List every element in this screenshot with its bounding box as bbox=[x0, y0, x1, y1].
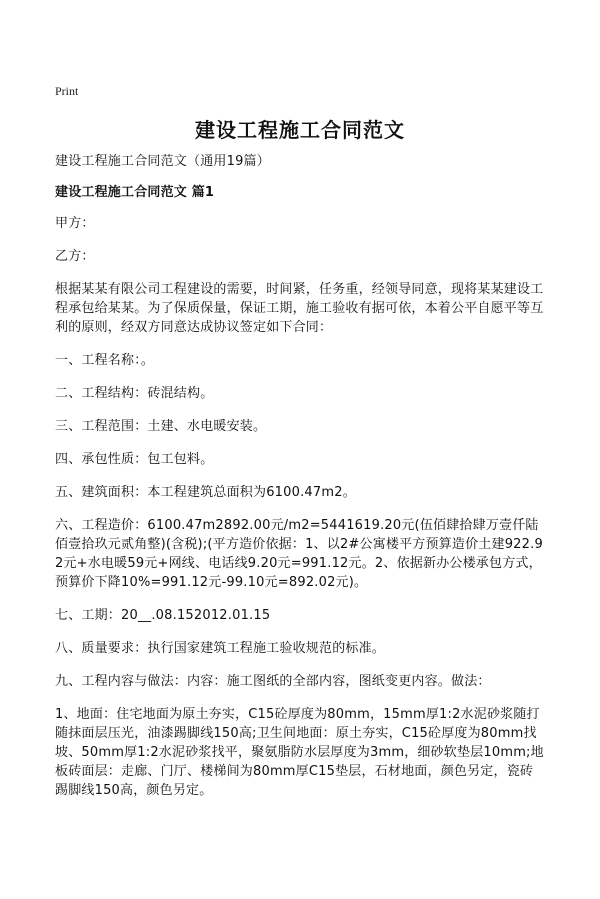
clause-project-name: 一、工程名称：。 bbox=[55, 353, 155, 368]
clause-work-content: 九、工程内容与做法：内容：施工图纸的全部内容，图纸变更内容。做法： bbox=[55, 674, 491, 689]
print-label: Print bbox=[55, 84, 79, 98]
document-body bbox=[55, 152, 545, 814]
section-heading: 建设工程施工合同范文 篇1 bbox=[55, 185, 215, 200]
party-b-line: 乙方： bbox=[55, 249, 95, 264]
clause-contract-type: 四、承包性质：包工包料。 bbox=[55, 452, 214, 467]
clause-scope: 三、工程范围：土建、水电暖安装。 bbox=[55, 419, 267, 434]
document-subtitle: 建设工程施工合同范文（通用19篇） bbox=[55, 154, 270, 169]
clause-schedule: 七、工期：20__.08.152012.01.15 bbox=[55, 608, 271, 623]
clause-cost: 六、工程造价：6100.47m2892.00元/m2=5441619.20元(伍佰肆拾肆万壹仟陆佰壹拾玖元贰角整)(含税);(平方造价依据：1、以2#公寓楼平方预算造价土建922.92元+水电暖59元+网线、电话线9.20元=991.12元。2、依据新办公楼承包方式，预算价下降10%=991.12元-99.10元=892.02元)。 bbox=[55, 518, 543, 590]
clause-structure: 二、工程结构：砖混结构。 bbox=[55, 386, 214, 401]
clause-building-area: 五、建筑面积：本工程建筑总面积为6100.47m2。 bbox=[55, 485, 356, 500]
clause-quality: 八、质量要求：执行国家建筑工程施工验收规范的标准。 bbox=[55, 641, 386, 656]
document-title: 建设工程施工合同范文 bbox=[195, 118, 405, 142]
clause-floor-spec: 1、地面：住宅地面为原土夯实，C15砼厚度为80mm，15mm厚1:2水泥砂浆随打随抹面层压光，油漆踢脚线150高;卫生间地面：原土夯实，C15砼厚度为80mm找坡、50mm厚1:2水泥砂浆找平，聚氨脂防水层厚度为3mm，细砂软垫层10mm;地板砖面层：走廊、门厅、楼梯间为80mm厚C15垫层，石材地面，颜色另定，瓷砖踢脚线150高，颜色另定。 bbox=[55, 707, 544, 798]
intro-paragraph: 根据某某有限公司工程建设的需要，时间紧，任务重，经领导同意，现将某某建设工程承包给某某。为了保质保量，保证工期，施工验收有据可依，本着公平自愿平等互利的原则，经双方同意达成协议签定如下合同： bbox=[55, 282, 544, 335]
party-a-line: 甲方： bbox=[55, 216, 95, 231]
